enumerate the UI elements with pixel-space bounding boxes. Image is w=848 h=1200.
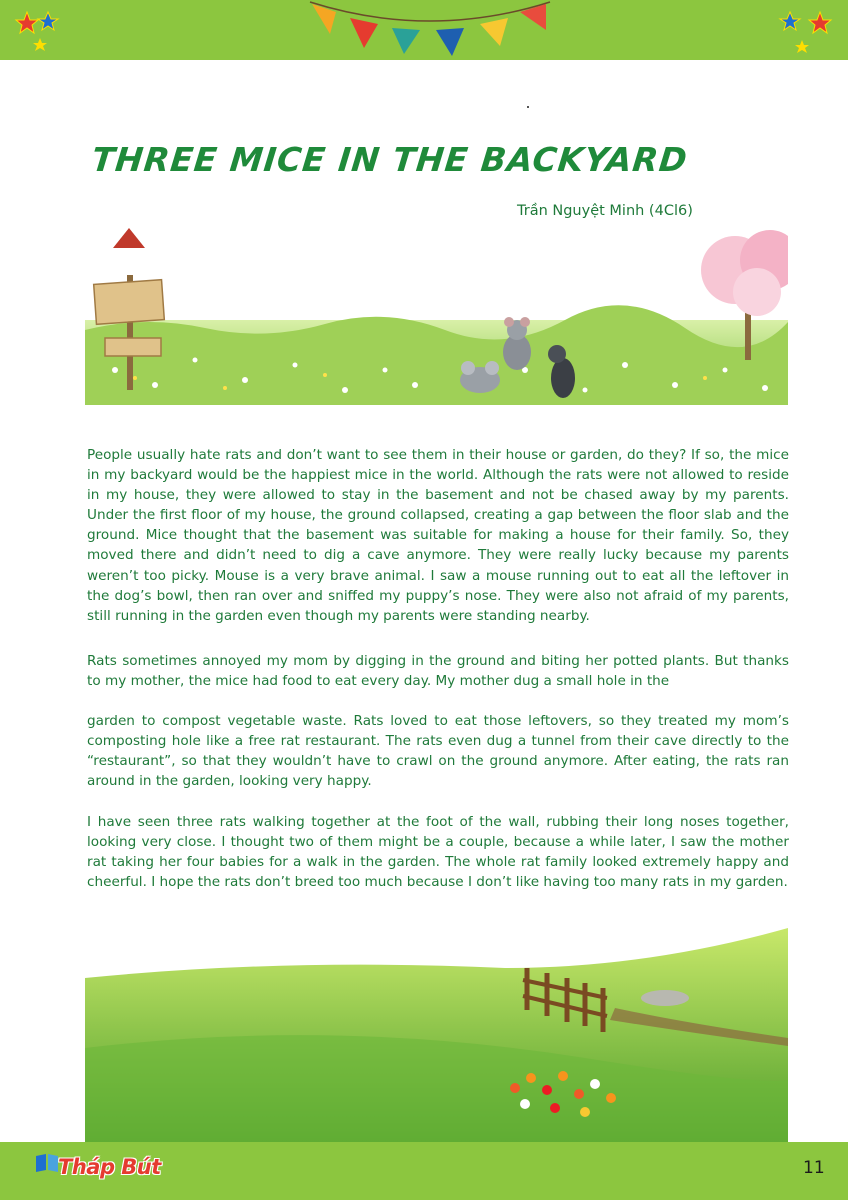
publisher-logo: Tháp Bút xyxy=(58,1155,161,1179)
paragraph-4: I have seen three rats walking together at the foot of the wall, rubbing their long noses together, looking very close. I thought two of them might be a couple, because a while later, I saw the mother rat taking her four babies for a walk in the garden. The whole rat family looked extremely happy and cheerful. I hope the rats don’t breed too much because I don’t like having too many rats in my garden. xyxy=(87,814,789,891)
meadow-illustration xyxy=(85,220,788,405)
bunting-flags xyxy=(310,2,550,56)
hill-illustration xyxy=(85,928,788,1142)
paragraph-3: garden to compost vegetable waste. Rats loved to eat those leftovers, so they treated my mom’s composting hole like a free rat restaurant. The rats even dug a tunnel from their cave directly to the “restaurant”, so that they wouldn’t have to crawl on the ground anymore. After eating, the rats ran around in the garden, looking very happy. xyxy=(87,713,789,790)
header-decorations xyxy=(0,0,848,60)
book-icon xyxy=(34,1150,60,1174)
mouse-icon xyxy=(503,317,531,370)
paragraph-2: Rats sometimes annoyed my mom by digging in the ground and biting her potted plants. But thanks to my mother, the mice had food to eat every day. My mother dug a small hole in the xyxy=(87,653,789,690)
article-author: Trần Nguyệt Minh (4Cl6) xyxy=(517,203,693,219)
article-title: THREE MICE IN THE BACKYARD xyxy=(89,140,690,179)
paragraph-1: People usually hate rats and don’t want to see them in their house or garden, do they? If so, the mice in my backyard would be the happiest mice in the world. Although the rats were not allowed to reside in my house, they were allowed to stay in the basement and not be chased away by my parents. Under the first floor of my house, the ground collapsed, creating a gap between the floor slab and the ground. Mice thought that the basement was suitable for making a house for their family. So, they moved there and didn’t need to dig a cave anymore. They were really lucky because my parents weren’t too picky. Mouse is a very brave animal. I saw a mouse running out to eat all the leftover in the dog’s bowl, then ran over and sniffed my puppy’s nose. They were also not afraid of my parents, still running in the garden even though my parents were standing nearby. xyxy=(87,447,789,624)
star-icon xyxy=(780,12,831,53)
header-bar xyxy=(0,0,848,60)
star-icon xyxy=(16,12,58,51)
page-number: 11 xyxy=(803,1158,825,1178)
dot-mark xyxy=(527,106,529,108)
